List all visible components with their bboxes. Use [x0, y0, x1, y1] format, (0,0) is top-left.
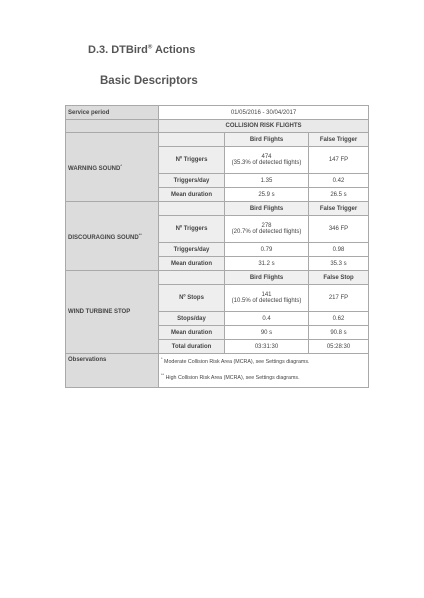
discouraging-header-row [66, 202, 369, 216]
observations-label: Observations [66, 354, 159, 388]
subheading: Basic Descriptors [100, 75, 198, 87]
heading-text: D.3. DTBird [88, 44, 148, 56]
wind-turbine-stop-label: WIND TURBINE STOP [66, 271, 159, 354]
table-row: Total duration 03:31:30 05:28:30 [66, 340, 369, 354]
table-row: Mean duration 25.9 s 26.5 s [66, 188, 369, 202]
col-false-stop: False Stop [309, 271, 369, 285]
service-period-label: Service period [66, 106, 159, 120]
observations-row [66, 354, 369, 388]
registered-mark: ® [147, 44, 153, 51]
warning-header-row [66, 133, 369, 147]
table-row: Triggers/day 1.35 0.42 [66, 174, 369, 188]
col-bird-flights: Bird Flights [225, 202, 309, 216]
section-title-row [66, 120, 369, 133]
section-heading [88, 44, 195, 56]
table-row: Triggers/day 0.79 0.98 [66, 243, 369, 257]
table-row: Nº Stops 141 (10.5% of detected flights) 217 FP [66, 285, 369, 312]
col-bird-flights: Bird Flights [225, 271, 309, 285]
warning-sound-label: WARNING SOUND* [66, 133, 159, 202]
service-period-row [66, 106, 369, 120]
descriptors-table [65, 105, 369, 388]
discouraging-sound-label: DISCOURAGING SOUND** [66, 202, 159, 271]
table-row: Stops/day 0.4 0.62 [66, 312, 369, 326]
stop-header-row [66, 271, 369, 285]
table-row: Mean duration 90 s 90.8 s [66, 326, 369, 340]
table-row: Nº Triggers 278 (20.7% of detected flights) 346 FP [66, 216, 369, 243]
section-title: COLLISION RISK FLIGHTS [159, 120, 369, 133]
col-false-trigger: False Trigger [309, 202, 369, 216]
observations-notes [159, 354, 369, 388]
heading-text-suffix: Actions [152, 44, 196, 56]
note-high: ** High Collision Risk Area (MCRA), see Settings diagrams. [161, 371, 300, 381]
note-moderate: * Moderate Collision Risk Area (MCRA), see Settings diagrams. [161, 356, 310, 365]
table-row: Nº Triggers 474 (35.3% of detected flights) 147 FP [66, 147, 369, 174]
service-period-value: 01/05/2016 - 30/04/2017 [159, 106, 369, 120]
col-false-trigger: False Trigger [309, 133, 369, 147]
col-bird-flights: Bird Flights [225, 133, 309, 147]
table-row: Mean duration 31.2 s 35.3 s [66, 257, 369, 271]
